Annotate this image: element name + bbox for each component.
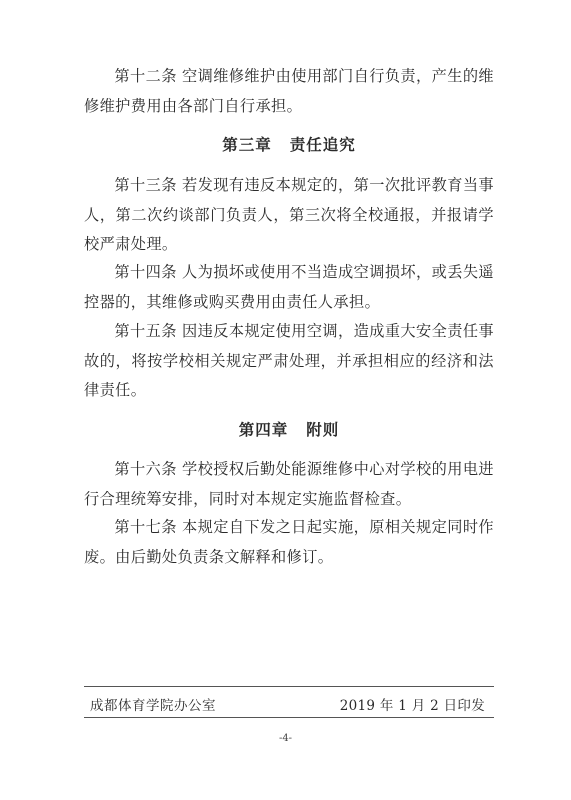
article-14: 第十四条 人为损坏或使用不当造成空调损坏，或丢失遥控器的，其维修或购买费用由责任人承担。: [84, 263, 494, 311]
article-15: 第十五条 因违反本规定使用空调，造成重大安全责任事故的，将按学校相关规定严肃处理，并承担相应的经济和法律责任。: [84, 322, 494, 399]
article-16: 第十六条 学校授权后勤处能源维修中心对学校的用电进行合理统筹安排，同时对本规定实施监督检查。: [84, 460, 494, 508]
footer-issuer: 成都体育学院办公室: [90, 698, 216, 714]
chapter-3-heading: [84, 133, 494, 155]
chapter-4-number: 第四章: [238, 421, 289, 439]
chapter-3-number: 第三章: [222, 136, 272, 154]
chapter-4-heading: [84, 418, 494, 440]
article-13: 第十三条 若发现有违反本规定的，第一次批评教育当事人，第二次约谈部门负责人，第三次将全校通报，并报请学校严肃处理。: [84, 176, 494, 253]
chapter-4-title: 附则: [306, 421, 340, 439]
footer-top-rule: [84, 686, 494, 687]
article-12: 第十二条 空调维修维护由使用部门自行负责，产生的维修维护费用由各部门自行承担。: [84, 67, 494, 115]
page-number: -4-: [278, 733, 293, 744]
chapter-3-title: 责任追究: [289, 136, 356, 154]
article-17: 第十七条 本规定自下发之日起实施，原相关规定同时作废。由后勤处负责条文解释和修订。: [84, 518, 494, 566]
footer-bottom-rule: [84, 717, 494, 718]
footer-date: 2019 年 1 月 2 日印发: [339, 698, 485, 714]
